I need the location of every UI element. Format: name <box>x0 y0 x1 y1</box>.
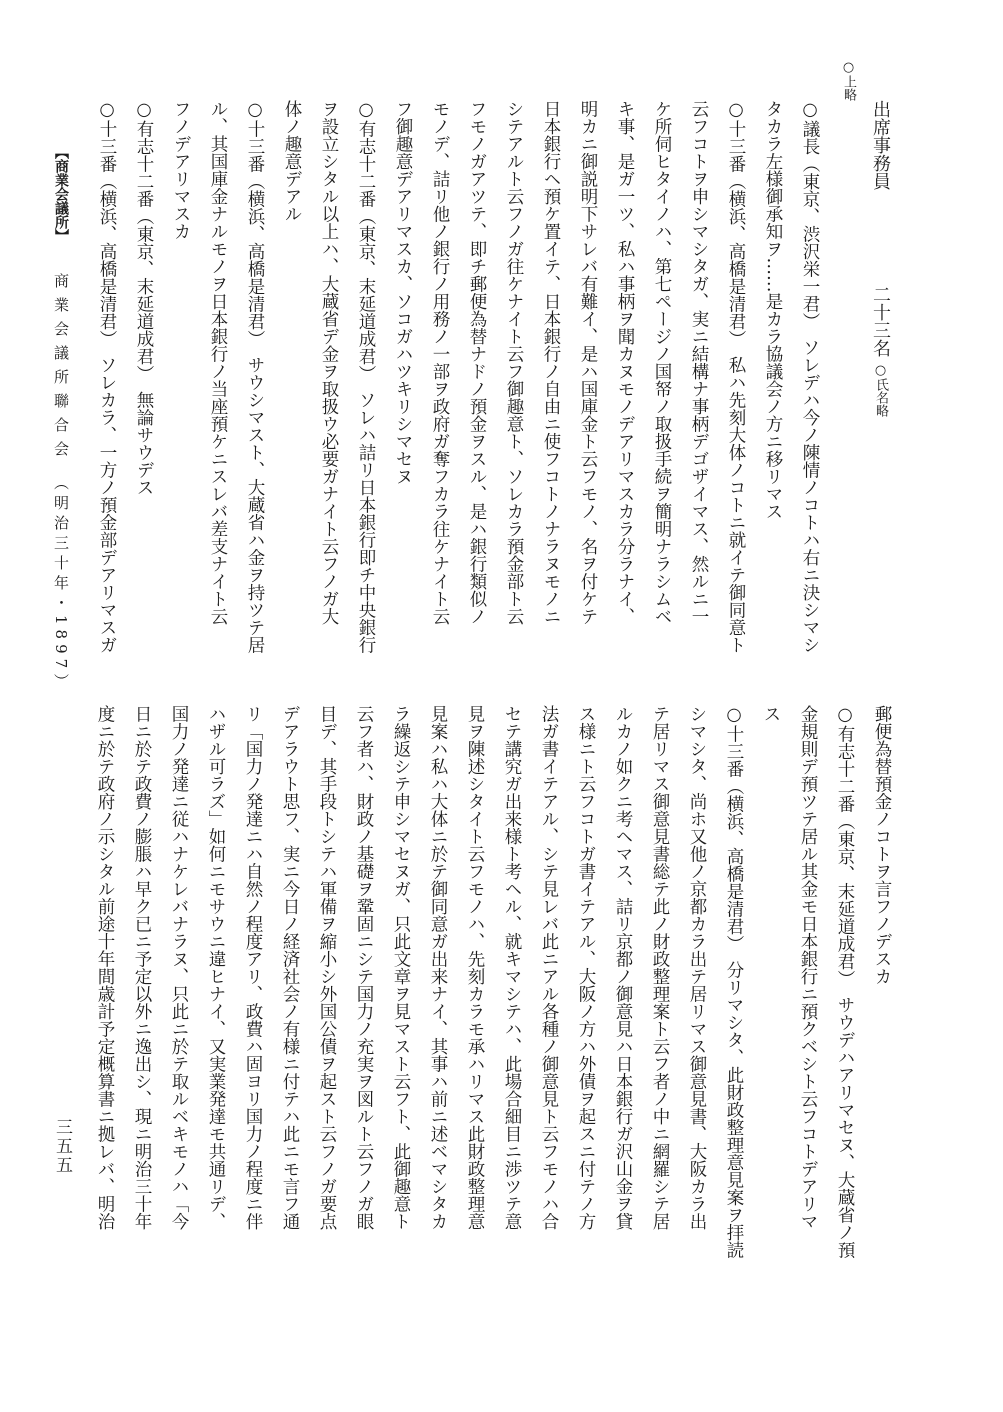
text-column: フ御趣意デアリマスカ、ソコガハツキリシマセヌ <box>393 100 413 485</box>
text-column: タカラ左様御承知ヲ……是カラ協議会ノ方ニ移リマス <box>763 100 783 520</box>
text-column: 法ガ書イテアル、シテ見レバ此ニアル各種ノ御意見ト云フモノハ合 <box>539 705 559 1230</box>
text-column: 見案ハ私ハ大体ニ於テ御同意ガ出来ナイ、其事ハ前ニ述ベマシタカ <box>428 705 448 1230</box>
text-column: リ「国力ノ発達ニハ自然ノ程度アリ、政費ハ固ヨリ国力ノ程度ニ伴 <box>243 705 263 1230</box>
text-column: 金規則デ預ツテ居ル其金モ日本銀行ニ預クベシト云フコトデアリマ <box>798 705 818 1230</box>
text-column: シテアルト云フノガ往ケナイト云フ御趣意ト、ソレカラ預金部ト云 <box>504 100 524 625</box>
text-column: ル、其国庫金ナルモノヲ日本銀行ノ当座預ケニスレバ差支ナイト云 <box>208 100 228 625</box>
text-column: セテ講究ガ出来様ト考ヘル、就キマシテハ、此場合細目ニ渉ツテ意 <box>502 705 522 1230</box>
footer-series: 【商業会議所】 <box>53 145 69 243</box>
text-column: フノデアリマスカ <box>171 100 191 240</box>
text-column: ラ繰返シテ申シマセヌガ、只此文章ヲ見マスト云フト、此御趣意ト <box>391 705 411 1230</box>
text-column: 郵便為替預金ノコトヲ言フノデスカ <box>872 705 892 985</box>
text-column: シマシタ、尚ホ又他ノ京都カラ出テ居リマス御意見書、大阪カラ出 <box>687 705 707 1230</box>
text-column: ○十三番（横浜、高橋是清君） 私ハ先刻大体ノコトニ就イテ御同意ト <box>726 100 746 654</box>
running-footer <box>46 145 76 705</box>
attendance-column <box>860 100 900 660</box>
text-column: ○十三番（横浜、高橋是清君） サウシマスト、大蔵省ハ金ヲ持ツテ居 <box>245 100 265 654</box>
text-column: テ居リマス御意見書総テ此ノ財政整理案ト云フ者ノ中ニ網羅シテ居 <box>650 705 670 1230</box>
text-column: 体ノ趣意デアル <box>282 100 302 223</box>
text-column: ルカノ如クニ考ヘマス、詰リ京都ノ御意見ハ日本銀行ガ沢山金ヲ貸 <box>613 705 633 1230</box>
text-column: 目デ、其手段トシテハ軍備ヲ縮小シ外国公債ヲ起スト云フノガ要点 <box>317 705 337 1230</box>
text-column: 云フ者ハ、財政ノ基礎ヲ鞏固ニシテ国力ノ充実ヲ図ルト云フノガ眼 <box>354 705 374 1230</box>
text-column: フモノガアツテ、即チ郵便為替ナドノ預金ヲスル、是ハ銀行類似ノ <box>467 100 487 625</box>
text-column: 云フコトヲ申シマシタガ、実ニ結構ナ事柄デゴザイマス、然ルニ一 <box>689 100 709 625</box>
text-column: ○十三番（横浜、高橋是清君） ソレカラ、一方ノ預金部デアリマスガ <box>97 100 117 654</box>
footer-publisher: 商業会議所聯合会 <box>52 273 70 465</box>
text-column: ○有志十二番（東京、末延道成君） ソレハ詰リ日本銀行即チ中央銀行 <box>356 100 376 654</box>
text-column: ○有志十二番（東京、末延道成君） サウデハアリマセヌ、大蔵省ノ預 <box>835 705 855 1259</box>
text-column: ハザル可ラズ」如何ニモサウニ違ヒナイ、又実業発達モ共通リデ、 <box>206 705 226 1230</box>
lower-text-block <box>86 705 900 1265</box>
column-spacer <box>828 100 860 660</box>
omission-note: ○上略 <box>841 60 856 101</box>
upper-text-block <box>88 100 900 660</box>
text-column: ス <box>761 705 781 723</box>
text-column: ○議長（東京、渋沢栄一君） ソレデハ今ノ陳情ノコトハ右ニ決シマシ <box>800 100 820 654</box>
text-column: 日ニ於テ政費ノ膨脹ハ早ク已ニ予定以外ニ逸出シ、現ニ明治三十年 <box>132 705 152 1230</box>
text-column: ヲ設立シタル以上ハ、大蔵省デ金ヲ取扱ウ必要ガナイト云フノガ大 <box>319 100 339 625</box>
text-column: ス様ニト云フコトガ書イテアル、大阪ノ方ハ外債ヲ起スニ付テノ方 <box>576 705 596 1230</box>
text-column: 明カニ御説明下サレバ有難イ、是ハ国庫金ト云フモノ、名ヲ付ケテ <box>578 100 598 625</box>
attendance-count: 二十三名 <box>870 285 891 357</box>
text-column: 見ヲ陳述シタイト云フモノハ、先刻カラモ承ハリマス此財政整理意 <box>465 705 485 1230</box>
text-column: キ事、是ガ一ツ、私ハ事柄ヲ聞カヌモノデアリマスカラ分ラナイ、 <box>615 100 635 625</box>
text-column: 日本銀行ヘ預ケ置イテ、日本銀行ノ自由ニ使フコトノナラヌモノニ <box>541 100 561 625</box>
page-number: 三五五 <box>52 1118 72 1175</box>
attendance-label: 出席事務員 <box>870 100 891 190</box>
text-column: ケ所伺ヒタイノハ、第七ページノ国帑ノ取扱手続ヲ簡明ナラシムベ <box>652 100 672 625</box>
text-column: モノデ、詰リ他ノ銀行ノ用務ノ一部ヲ政府ガ奪フカラ往ケナイト云 <box>430 100 450 625</box>
text-column: 度ニ於テ政府ノ示シタル前途十年間歳計予定概算書ニ拠レバ、明治 <box>95 705 115 1230</box>
text-column: 国力ノ発達ニ従ハナケレバナラヌ、只此ニ於テ取ルベキモノハ「今 <box>169 705 189 1230</box>
text-column: デアラウト思フ、実ニ今日ノ経済社会ノ有様ニ付テハ此ニモ言フ通 <box>280 705 300 1230</box>
text-column: ○十三番（横浜、高橋是清君） 分リマシタ、此財政整理意見案ヲ拝読 <box>724 705 744 1259</box>
footer-date: （明治三十年・1897） <box>52 475 70 694</box>
text-column: ○有志十二番（東京、末延道成君） 無論サウデス <box>134 100 154 497</box>
attendance-note: ○氏名略 <box>873 363 888 417</box>
